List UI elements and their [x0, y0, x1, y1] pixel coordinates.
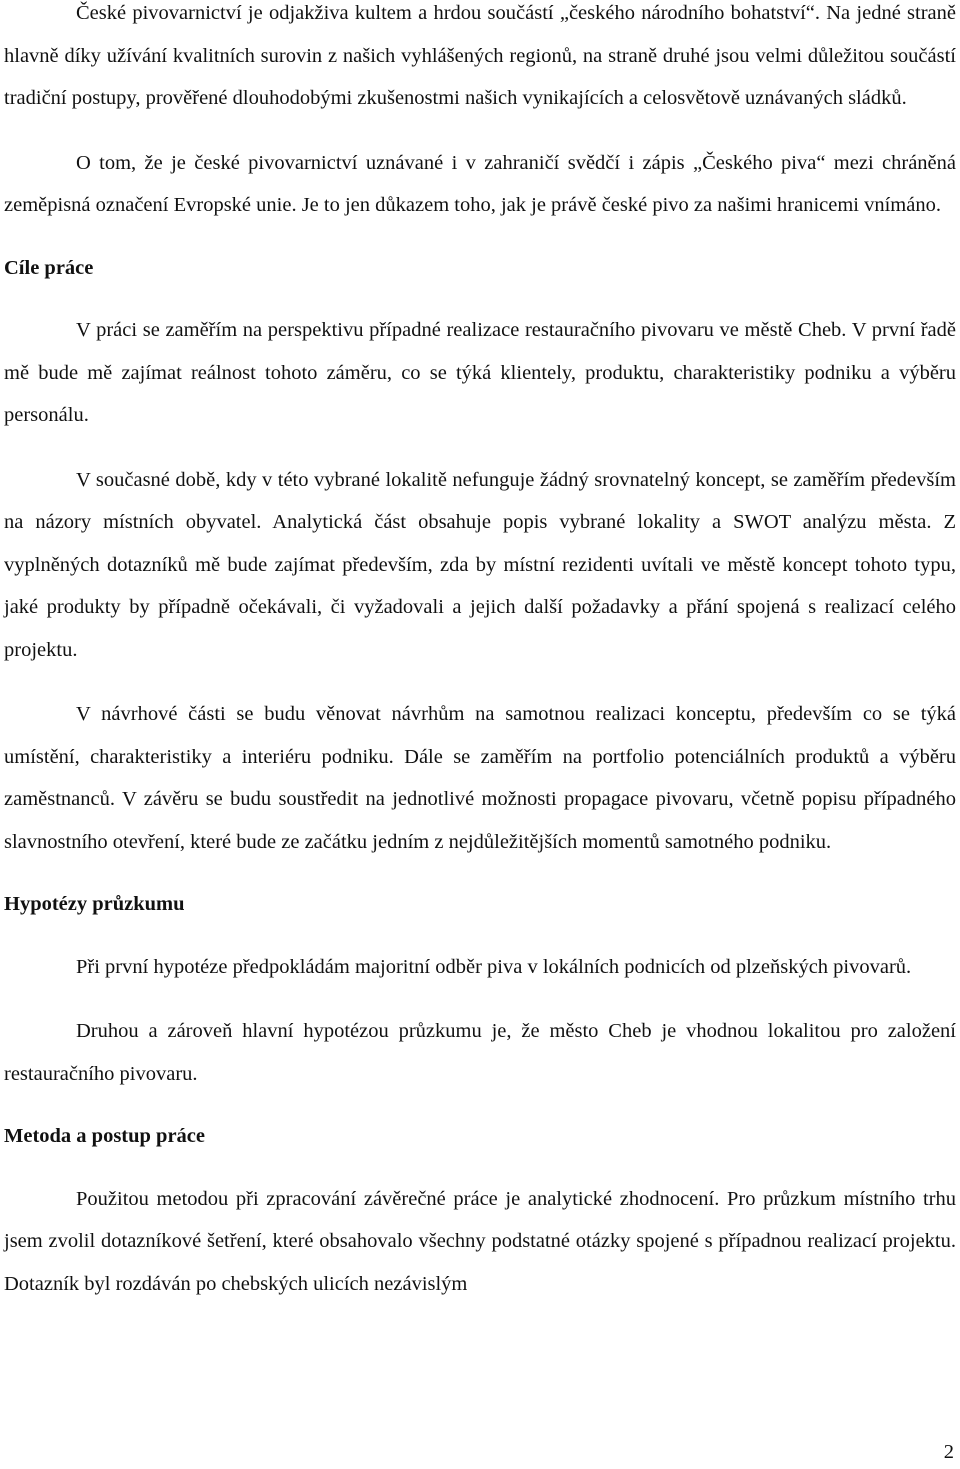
- page-number: 2: [943, 1441, 954, 1463]
- heading-hypotheses: Hypotézy průzkumu: [4, 893, 185, 915]
- heading-method: Metoda a postup práce: [4, 1125, 206, 1147]
- heading-goals: Cíle práce: [4, 256, 94, 279]
- paragraph-method: Použitou metodou při zpracování závěrečné práce je analytické zhodnocení. Pro průzkum místního trhu jsem zvolil dotazníkové šetření, které obsahovalo všechny podstatné otázky spojené s případnou realizací projektu. Dotazník byl rozdáván po chebských ulicích nezávislým: [4, 1187, 956, 1295]
- paragraph-analytical-part: V současné době, kdy v této vybrané lokalitě nefunguje žádný srovnatelný koncept, se zaměřím především na názory místních obyvatel. Analytická část obsahuje popis vybrané lokality a SWOT analýzu města. Z vyplněných dotazníků mě bude zajímat především, zda by místní rezidenti uvítali ve městě koncept tohoto typu, jaké produkty by případně očekávali, či vyžadovali a jejich další požadavky a přání spojená s realizací celého projektu.: [4, 468, 956, 661]
- paragraph-hypothesis-one: Při první hypotéze předpokládám majoritní odběr piva v lokálních podnicích od plzeňských pivovarů.: [76, 955, 912, 978]
- document-page: [4, 0, 956, 1305]
- paragraph-intro: České pivovarnictví je odjakživa kultem a hrdou součástí „českého národního bohatství“. Na jedné straně hlavně díky užívání kvalitních surovin z našich vyhlášených regionů, na straně druhé jsou velmi důležitou součástí tradiční postupy, prověřené dlouhodobými zkušenostmi našich vynikajících a celosvětově uznávaných sládků.: [4, 2, 956, 109]
- paragraph-hypothesis-two: Druhou a zároveň hlavní hypotézou průzkumu je, že město Cheb je vhodnou lokalitou pro založení restauračního pivovaru.: [4, 1020, 956, 1085]
- paragraph-protected-designation: O tom, že je české pivovarnictví uznávané i v zahraničí svědčí i zápis „Českého piva“ mezi chráněná zeměpisná označení Evropské unie. Je to jen důkazem toho, jak je právě české pivo za našimi hranicemi vnímáno.: [4, 151, 956, 216]
- paragraph-proposal-part: V návrhové části se budu věnovat návrhům na samotnou realizaci konceptu, především co se týká umístění, charakteristiky a interiéru podniku. Dále se zaměřím na portfolio potenciálních produktů a výběru zaměstnanců. V závěru se budu soustředit na jednotlivé možnosti propagace pivovaru, včetně popisu případného slavnostního otevření, které bude ze začátku jedním z nejdůležitějších momentů samotného podniku.: [4, 703, 956, 853]
- paragraph-goals-focus: V práci se zaměřím na perspektivu případné realizace restauračního pivovaru ve městě Cheb. V první řadě mě bude mě zajímat reálnost tohoto záměru, co se týká klientely, produktu, charakteristiky podniku a výběru personálu.: [4, 319, 956, 426]
